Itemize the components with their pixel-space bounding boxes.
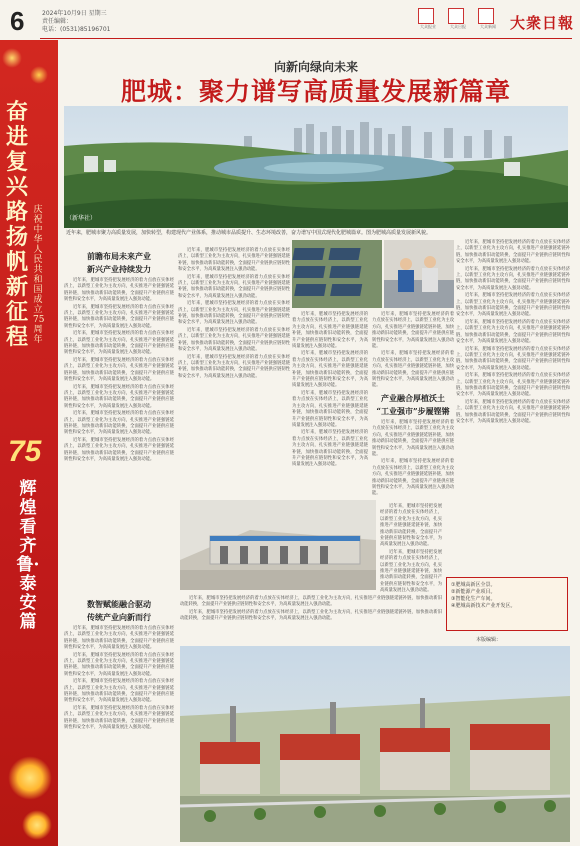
section-title: 产业融合厚植沃土 bbox=[381, 392, 445, 403]
body-paragraph: 近年来，肥城市坚持把发展经济的着力点放在实体经济上，以新型工业化为主攻方向，扎实推进产业链强链延链补链，加快推动新旧动能转换，全面提升产业链供应链韧性和安全水平，为高质量发展注入强劲动能。 bbox=[456, 399, 570, 424]
body-paragraph: 近年来，肥城市坚持把发展经济的着力点放在实体经济上，以新型工业化为主攻方向，扎实推进产业链强链延链补链，加快推动新旧动能转换，全面提升产业链供应链韧性和安全水平，为高质量发展注入强劲动能。 bbox=[178, 301, 290, 326]
qr-code-icon[interactable] bbox=[478, 8, 494, 24]
body-paragraph: 近年来，肥城市坚持把发展经济的着力点放在实体经济上，以新型工业化为主攻方向，扎实推进产业链强链延链补链，加快推动新旧动能转换，全面提升产业链供应链韧性和安全水平，为高质量发展注入强劲动能。 bbox=[178, 327, 290, 353]
qr-label: 大众日报 bbox=[450, 24, 466, 29]
edition-line: 责任编辑： bbox=[42, 18, 73, 25]
body-paragraph: 近年来，肥城市坚持把发展经济的着力点放在实体经济上，以新型工业化为主攻方向，扎实推进产业链强链延链补链，加快推动新旧动能转换，全面提升产业链供应链韧性和安全水平，为高质量发展注入强劲动能。 bbox=[372, 312, 454, 350]
body-paragraph: 近年来，肥城市坚持把发展经济的着力点放在实体经济上，以新型工业化为主攻方向，扎实推进产业链强链延链补链，加快推动新旧动能转换，全面提升产业链供应链韧性和安全水平，为高质量发展注入强劲动能。 bbox=[372, 459, 454, 497]
page-header bbox=[0, 0, 580, 40]
body-paragraph: 近年来，肥城市坚持把发展经济的着力点放在实体经济上，以新型工业化为主攻方向，扎实推进产业链强链延链补链，加快推动新旧动能转换，全面提升产业链供应链韧性和安全水平，为高质量发展注入强劲动能。 bbox=[456, 346, 570, 371]
body-paragraph: 近年来，肥城市坚持把发展经济的着力点放在实体经济上，以新型工业化为主攻方向，扎实推进产业链强链延链补链，加快推动新旧动能转换，全面提升产业链供应链韧性和安全水平，为高质量发展注入强劲动能。 bbox=[64, 652, 174, 677]
editor-credit: 本版编辑： bbox=[476, 637, 502, 643]
article-headline: 肥城：聚力谱写高质量发展新篇章 bbox=[120, 77, 511, 106]
body-paragraph: 近年来，肥城市坚持把发展经济的着力点放在实体经济上，以新型工业化为主攻方向，扎实推进产业链强链延链补链，加快推动新旧动能转换，全面提升产业链供应链韧性和安全水平，为高质量发展注入强劲动能。 bbox=[178, 274, 290, 299]
body-paragraph: 近年来，肥城市坚持把发展经济的着力点放在实体经济上，以新型工业化为主攻方向，扎实推进产业链强链延链补链，加快推动新旧动能转换，全面提升产业链供应链韧性和安全水平，为高质量发展注入强劲动能。 bbox=[64, 626, 174, 651]
caption-line: ③智能化生产车间。 bbox=[451, 596, 496, 602]
body-paragraph: 近年来，肥城市坚持把发展经济的着力点放在实体经济上，以新型工业化为主攻方向，扎实推进产业链强链延链补链，加快推动新旧动能转换，全面提升产业链供应链韧性和安全水平，为高质量发展注入强劲动能。 bbox=[64, 705, 174, 731]
firework-icon bbox=[30, 66, 48, 84]
body-paragraph: 近年来，肥城市坚持把发展经济的着力点放在实体经济上，以新型工业化为主攻方向，扎实推进产业链强链延链补链，加快推动新旧动能转换，全面提升产业链供应链韧性和安全水平，为高质量发展注入强劲动能。 bbox=[456, 373, 570, 398]
body-paragraph: 近年来，肥城市坚持把发展经济的着力点放在实体经济上，以新型工业化为主攻方向，扎实推进产业链强链延链补链，加快推动新旧动能转换，全面提升产业链供应链韧性和安全水平，为高质量发展注入强劲动能。 bbox=[180, 609, 442, 622]
banner-main-text: 奋进复兴路 扬帆新征程 bbox=[5, 99, 28, 350]
banner-sub-text: 庆祝中华人民共和国成立75周年 bbox=[33, 205, 45, 345]
qr-code-icon[interactable] bbox=[418, 8, 434, 24]
body-paragraph: 近年来，肥城市坚持把发展经济的着力点放在实体经济上，以新型工业化为主攻方向，扎实推进产业链强链延链补链，加快推动新旧动能转换，全面提升产业链供应链韧性和安全水平，为高质量发展注入强劲动能。 bbox=[292, 351, 368, 389]
photo-factory bbox=[180, 500, 376, 590]
body-paragraph: 近年来，肥城市坚持把发展经济的着力点放在实体经济上，以新型工业化为主攻方向，扎实推进产业链强链延链补链，加快推动新旧动能转换，全面提升产业链供应链韧性和安全水平，为高质量发展注入强劲动能。 bbox=[372, 419, 454, 457]
caption-line: ②新能源产业项目。 bbox=[451, 589, 496, 595]
caption-line: ④肥城高新技术产业开发区。 bbox=[451, 603, 516, 609]
section-subtitle: “工业强市”步履铿锵 bbox=[376, 405, 450, 416]
body-paragraph: 近年来，肥城市坚持把发展经济的着力点放在实体经济上，以新型工业化为主攻方向，扎实推进产业链强链延链补链，加快推动新旧动能转换，全面提升产业链供应链韧性和安全水平，为高质量发展注入强劲动能。 bbox=[64, 411, 174, 436]
qr-label: 大众报业 bbox=[420, 24, 436, 29]
column-1 bbox=[64, 248, 174, 593]
photo-caption-box bbox=[446, 577, 568, 631]
masthead-logo: 大衆日報 bbox=[510, 14, 575, 32]
qr-label: 大众新闻 bbox=[480, 24, 496, 29]
body-paragraph: 近年来，肥城市坚持把发展经济的着力点放在实体经济上，以新型工业化为主攻方向，扎实推进产业链强链延链补链，加快推动新旧动能转换，全面提升产业链供应链韧性和安全水平，为高质量发展注入强劲动能。 bbox=[64, 331, 174, 356]
light-bubble-icon bbox=[22, 810, 52, 840]
body-paragraph: 近年来，肥城市坚持把发展经济的着力点放在实体经济上，以新型工业化为主攻方向，扎实推进产业链强链延链补链，加快推动新旧动能转换，全面提升产业链供应链韧性和安全水平，为高质量发展注入强劲动能。 bbox=[64, 679, 174, 704]
firework-icon bbox=[2, 48, 22, 68]
body-paragraph: 近年来，肥城市坚持把发展经济的着力点放在实体经济上，以新型工业化为主攻方向，扎实推进产业链强链延链补链，加快推动新旧动能转换，全面提升产业链供应链韧性和安全水平，为高质量发展注入强劲动能。 bbox=[292, 312, 368, 350]
date-line: 2024年10月9日 星期三 bbox=[42, 10, 107, 17]
section-subtitle: 新兴产业持续发力 bbox=[87, 264, 151, 274]
section-title: 前瞻布局未来产业 bbox=[87, 251, 151, 261]
phone-line: 电话：(0531)85196701 bbox=[42, 26, 111, 33]
body-paragraph: 近年来，肥城市坚持把发展经济的着力点放在实体经济上，以新型工业化为主攻方向，扎实推进产业链强链延链补链，加快推动新旧动能转换，全面提升产业链供应链韧性和安全水平，为高质量发展注入强劲动能。 bbox=[292, 390, 368, 428]
body-paragraph: 近年来，肥城市坚持把发展经济的着力点放在实体经济上，以新型工业化为主攻方向，扎实推进产业链强链延链补链，加快推动新旧动能转换，全面提升产业链供应链韧性和安全水平，为高质量发展注入强劲动能。 bbox=[380, 549, 442, 594]
column-4 bbox=[372, 312, 454, 502]
caption-line: ①肥城高新区全景。 bbox=[451, 582, 496, 588]
body-paragraph: 近年来，肥城市坚持把发展经济的着力点放在实体经济上，以新型工业化为主攻方向，扎实推进产业链强链延链补链，加快推动新旧动能转换，全面提升产业链供应链韧性和安全水平，为高质量发展注入强劲动能。 bbox=[456, 319, 570, 345]
body-paragraph: 近年来，肥城市坚持把发展经济的着力点放在实体经济上，以新型工业化为主攻方向，扎实推进产业链强链延链补链，加快推动新旧动能转换，全面提升产业链供应链韧性和安全水平，为高质量发展注入强劲动能。 bbox=[64, 437, 174, 462]
body-paragraph: 近年来，肥城市坚持把发展经济的着力点放在实体经济上，以新型工业化为主攻方向，扎实推进产业链强链延链补链，加快推动新旧动能转换，全面提升产业链供应链韧性和安全水平，为高质量发展注入强劲动能。 bbox=[292, 430, 368, 468]
body-paragraph: 近年来，肥城市坚持把发展经济的着力点放在实体经济上，以新型工业化为主攻方向，扎实推进产业链强链延链补链，加快推动新旧动能转换，全面提升产业链供应链韧性和安全水平，为高质量发展注入强劲动能。 bbox=[180, 596, 442, 608]
body-paragraph: 近年来，肥城市坚持把发展经济的着力点放在实体经济上，以新型工业化为主攻方向，扎实推进产业链强链延链补链，加快推动新旧动能转换，全面提升产业链供应链韧性和安全水平，为高质量发展注入强劲动能。 bbox=[456, 266, 570, 291]
section-subtitle: 传统产业向新而行 bbox=[87, 612, 151, 622]
photo-solar bbox=[292, 240, 382, 308]
body-paragraph: 近年来，肥城市坚持把发展经济的着力点放在实体经济上，以新型工业化为主攻方向，扎实推进产业链强链延链补链，加快推动新旧动能转换，全面提升产业链供应链韧性和安全水平，为高质量发展注入强劲动能。 bbox=[456, 240, 570, 265]
column-bottom-mid bbox=[180, 596, 442, 640]
body-paragraph: 近年来，肥城市坚持把发展经济的着力点放在实体经济上，以新型工业化为主攻方向，扎实推进产业链强链延链补链，加快推动新旧动能转换，全面提升产业链供应链韧性和安全水平，为高质量发展注入强劲动能。 bbox=[64, 304, 174, 329]
qr-code-icon[interactable] bbox=[448, 8, 464, 24]
page-number: 6 bbox=[10, 6, 25, 36]
photo-caption: 近年来，肥城市聚力高质量发展，加快转型，构建现代产业体系，推动城市品质提升、生态环境改善，奋力谱写中国式现代化肥城篇章。图为肥城高质量发展新风貌。 bbox=[66, 230, 432, 236]
body-paragraph: 近年来，肥城市坚持把发展经济的着力点放在实体经济上，以新型工业化为主攻方向，扎实推进产业链强链延链补链，加快推动新旧动能转换，全面提升产业链供应链韧性和安全水平，为高质量发展注入强劲动能。 bbox=[456, 293, 570, 318]
body-paragraph: 近年来，肥城市坚持把发展经济的着力点放在实体经济上，以新型工业化为主攻方向，扎实推进产业链强链延链补链，加快推动新旧动能转换，全面提升产业链供应链韧性和安全水平，为高质量发展注入强劲动能。 bbox=[64, 278, 174, 303]
banner-tail-text: 辉煌看齐鲁·泰安篇 bbox=[16, 479, 40, 632]
column-5 bbox=[380, 504, 442, 594]
hero-photo bbox=[64, 106, 568, 228]
photo-workers bbox=[384, 240, 454, 308]
body-paragraph: 近年来，肥城市坚持把发展经济的着力点放在实体经济上，以新型工业化为主攻方向，扎实推进产业链强链延链补链，加快推动新旧动能转换，全面提升产业链供应链韧性和安全水平，为高质量发展注入强劲动能。 bbox=[178, 248, 290, 273]
anniversary-banner bbox=[0, 40, 58, 846]
body-paragraph: 近年来，肥城市坚持把发展经济的着力点放在实体经济上，以新型工业化为主攻方向，扎实推进产业链强链延链补链，加快推动新旧动能转换，全面提升产业链供应链韧性和安全水平，为高质量发展注入强劲动能。 bbox=[64, 384, 174, 409]
section-title: 数智赋能融合驱动 bbox=[87, 599, 151, 609]
light-bubble-icon bbox=[8, 756, 52, 800]
body-paragraph: 近年来，肥城市坚持把发展经济的着力点放在实体经济上，以新型工业化为主攻方向，扎实推进产业链强链延链补链，加快推动新旧动能转换，全面提升产业链供应链韧性和安全水平，为高质量发展注入强劲动能。 bbox=[64, 357, 174, 383]
header-rule bbox=[40, 38, 572, 39]
body-paragraph: 近年来，肥城市坚持把发展经济的着力点放在实体经济上，以新型工业化为主攻方向，扎实推进产业链强链延链补链，加快推动新旧动能转换，全面提升产业链供应链韧性和安全水平，为高质量发展注入强劲动能。 bbox=[372, 351, 454, 389]
banner-75-logo: 75 bbox=[8, 435, 42, 468]
body-paragraph: 近年来，肥城市坚持把发展经济的着力点放在实体经济上，以新型工业化为主攻方向，扎实推进产业链强链延链补链，加快推动新旧动能转换，全面提升产业链供应链韧性和安全水平，为高质量发展注入强劲动能。 bbox=[380, 504, 442, 548]
body-paragraph: 近年来，肥城市坚持把发展经济的着力点放在实体经济上，以新型工业化为主攻方向，扎实推进产业链强链延链补链，加快推动新旧动能转换，全面提升产业链供应链韧性和安全水平，为高质量发展注入强劲动能。 bbox=[178, 354, 290, 379]
article-kicker: 向新向绿向未来 bbox=[273, 60, 358, 74]
photo-industrial-park bbox=[180, 646, 570, 842]
column-bottom-left bbox=[64, 596, 174, 842]
photo-credit: （新华社） bbox=[66, 215, 97, 222]
column-2 bbox=[178, 248, 290, 498]
column-right bbox=[456, 240, 570, 575]
column-3 bbox=[292, 312, 368, 502]
